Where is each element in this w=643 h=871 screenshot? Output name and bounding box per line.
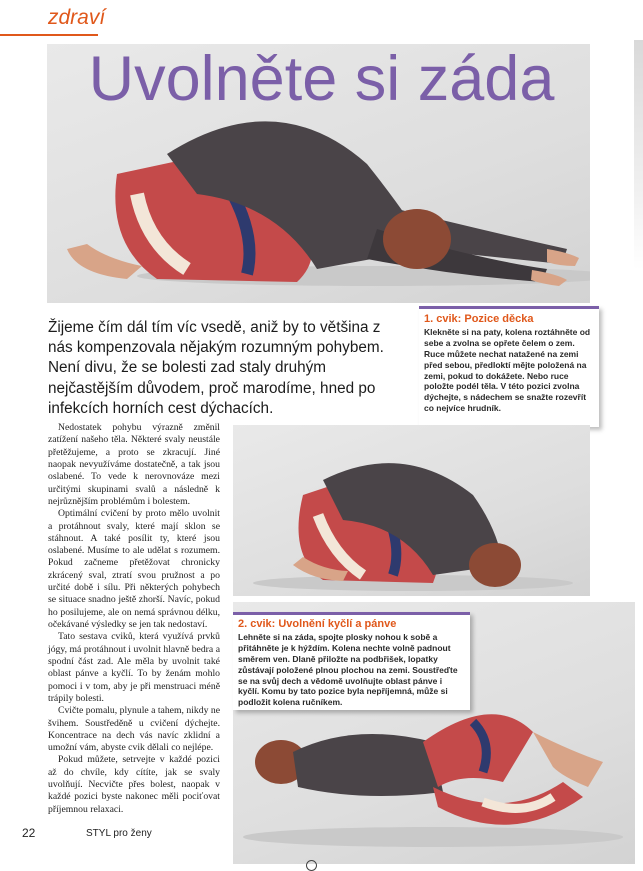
child-pose-side-illustration bbox=[233, 425, 590, 596]
magazine-name: STYL pro ženy bbox=[86, 828, 152, 839]
page-number: 22 bbox=[22, 826, 36, 840]
registration-mark-icon bbox=[306, 860, 317, 871]
body-paragraph: Optimální cvičení by proto mělo uvolnit a protáhnout svaly, které mají sklon se stáhnout. A také posílit ty, které jsou oslabené. Musíme to ale udělat s rozumem. Pokud začneme přetěžovat chronicky zkrácený sval, ztratí svou pružnost a po určité době i sílu. Při některých pohybech se situace snadno ještě zhorší. Navíc, pokud ho posilujeme, ale on nemá správnou délku, očekávané výsledky se jen tak nedostaví. bbox=[48, 508, 220, 630]
section-label: zdraví bbox=[48, 6, 106, 29]
exercise-2-box bbox=[233, 612, 470, 710]
article-body bbox=[48, 422, 220, 816]
article-lead: Žijeme čím dál tím víc vsedě, aniž by to většina z nás kompenzovala nějakým rozumným pohybem. Není divu, že se bolesti zad staly druhým nejčastějším důvodem, proč marodíme, hned po infekcích horních cest dýchacích. bbox=[48, 319, 384, 417]
exercise-2-title: 2. cvik: Uvolnění kyčlí a pánve bbox=[238, 618, 397, 630]
body-paragraph: Nedostatek pohybu výrazně změnil zatížení našeho těla. Některé svaly neustále přetěžujeme, a proto se zkracují. Jiné naopak nevyužíváme dostatečně, a tak jsou oslabené. To vede k nerovnováze mezi určitými skupinami svalů a následně k nejrůznějším problémům i bolestem. bbox=[48, 422, 220, 507]
article-title: Uvolněte si záda bbox=[88, 44, 555, 114]
exercise-1-text: Klekněte si na paty, kolena roztáhněte od sebe a zvolna se opřete čelem o zem. Ruce můžete nechat natažené na zemi před sebou, předloktí mějte položená na zemi, pokud to dokážete. Nebo ruce položte podél těla. V této pozici zvolna dýchejte, s nádechem se snažte rozevřít co nejvíce hrudník. bbox=[424, 327, 591, 414]
exercise-1-box bbox=[419, 306, 599, 427]
photo-child-pose-arms-back bbox=[233, 425, 590, 596]
body-paragraph: Pokud můžete, setrvejte v každé pozici až do chvíle, kdy cítíte, jak se svaly uvolňují. Necvičte přes bolest, naopak v každé pozici byste nakonec měli pociťovat příjemnou relaxaci. bbox=[48, 754, 220, 815]
section-rule bbox=[0, 34, 98, 36]
exercise-1-title: 1. cvik: Pozice děcka bbox=[424, 313, 534, 325]
body-paragraph: Cvičte pomalu, plynule a tahem, nikdy ne švihem. Soustředěně u cvičení dýchejte. Koncentrace na dech vás navíc zklidní a umožní vám, abyste cvik dělali co nejlépe. bbox=[48, 705, 220, 754]
exercise-2-text: Lehněte si na záda, spojte plosky nohou k sobě a přitáhněte je k hýždím. Kolena nechte volně padnout směrem ven. Dlaně přiložte na podbřišek, lopatky zůstávají položené plnou plochou na zemi. Soustřeďte se na svůj dech a vědomě uvolňujte oblast pánve i kyčlí. Komu by tato pozice byla nepříjemná, může si podložit kolena ručníkem. bbox=[238, 632, 458, 708]
body-paragraph: Tato sestava cviků, která využívá prvků jógy, má protáhnout i uvolnit hlavně bedra a spodní část zad. Ale měla by uvolnit také oblast pánve a kyčlí. To by ženám mohlo pomoci i v tom, aby je při menstruaci méně trápily bolesti. bbox=[48, 631, 220, 704]
